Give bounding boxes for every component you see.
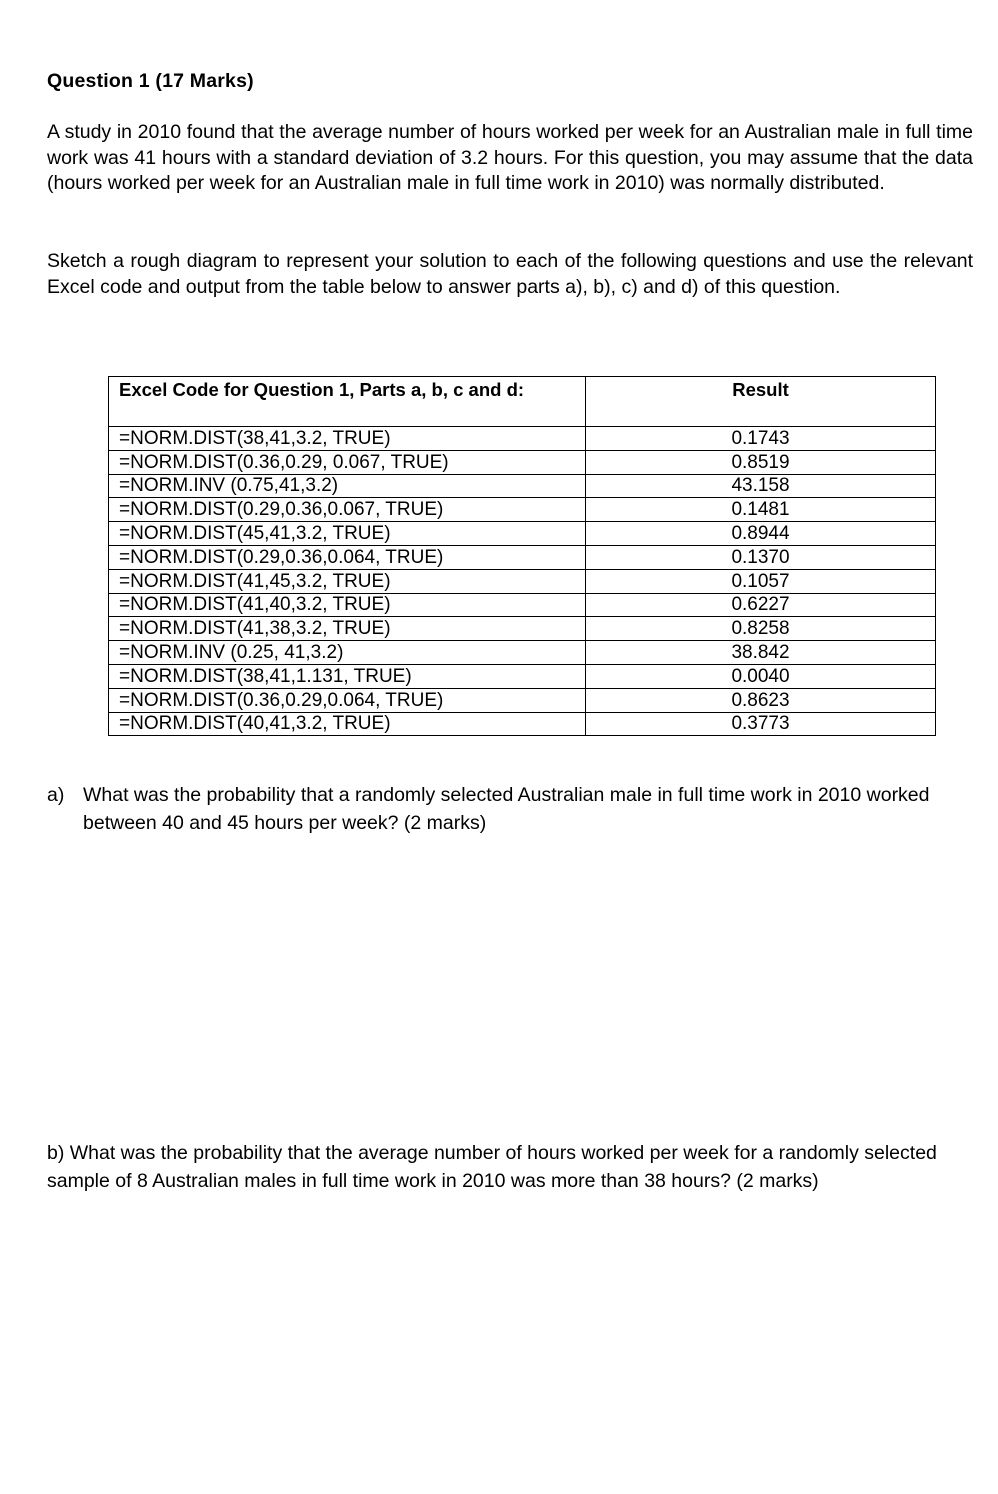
excel-code-cell: =NORM.DIST(0.29,0.36,0.064, TRUE): [109, 545, 586, 569]
result-cell: 0.6227: [586, 593, 936, 617]
result-cell: 43.158: [586, 474, 936, 498]
result-cell: 0.8519: [586, 450, 936, 474]
table-row: [109, 450, 936, 474]
table-row: [109, 545, 936, 569]
table-row: [109, 427, 936, 451]
excel-code-cell: =NORM.DIST(0.29,0.36,0.067, TRUE): [109, 498, 586, 522]
table-row: [109, 474, 936, 498]
excel-code-cell: =NORM.DIST(41,45,3.2, TRUE): [109, 569, 586, 593]
excel-code-cell: =NORM.DIST(41,38,3.2, TRUE): [109, 617, 586, 641]
table-row: [109, 617, 936, 641]
result-cell: 0.8623: [586, 688, 936, 712]
result-cell: 0.0040: [586, 664, 936, 688]
result-cell: 38.842: [586, 641, 936, 665]
table-row: [109, 498, 936, 522]
excel-code-cell: =NORM.DIST(41,40,3.2, TRUE): [109, 593, 586, 617]
header-excel-code: Excel Code for Question 1, Parts a, b, c and d:: [109, 377, 586, 427]
result-cell: 0.1481: [586, 498, 936, 522]
result-cell: 0.1057: [586, 569, 936, 593]
table-row: [109, 664, 936, 688]
table-row: [109, 569, 936, 593]
table-row: [109, 522, 936, 546]
excel-code-cell: =NORM.DIST(38,41,3.2, TRUE): [109, 427, 586, 451]
excel-code-cell: =NORM.DIST(40,41,3.2, TRUE): [109, 712, 586, 736]
excel-code-cell: =NORM.INV (0.75,41,3.2): [109, 474, 586, 498]
header-result: Result: [586, 377, 936, 427]
result-cell: 0.8944: [586, 522, 936, 546]
part-b-question: b) What was the probability that the average number of hours worked per week for a randomly selected sample of 8 Australian males in full time work in 2010 was more than 38 hours? (2 marks): [47, 1142, 937, 1192]
table-row: [109, 712, 936, 736]
result-cell: 0.1743: [586, 427, 936, 451]
table-row: [109, 641, 936, 665]
excel-code-cell: =NORM.DIST(0.36,0.29,0.064, TRUE): [109, 688, 586, 712]
excel-code-cell: =NORM.DIST(45,41,3.2, TRUE): [109, 522, 586, 546]
excel-code-table: [108, 376, 936, 736]
part-a-label: a): [47, 784, 65, 806]
part-a-text: What was the probability that a randomly selected Australian male in full time work in 2010 worked between 40 and 45 hours per week? (2 marks): [83, 784, 930, 834]
part-a-question: [47, 782, 977, 837]
question-title: Question 1 (17 Marks): [47, 70, 254, 92]
result-cell: 0.1370: [586, 545, 936, 569]
table-header-row: [109, 377, 936, 427]
instruction-paragraph: Sketch a rough diagram to represent your solution to each of the following questions and use the relevant Excel code and output from the table below to answer parts a), b), c) and d) of this question.: [47, 250, 973, 298]
excel-code-cell: =NORM.DIST(38,41,1.131, TRUE): [109, 664, 586, 688]
excel-code-cell: =NORM.DIST(0.36,0.29, 0.067, TRUE): [109, 450, 586, 474]
result-cell: 0.8258: [586, 617, 936, 641]
table-row: [109, 688, 936, 712]
result-cell: 0.3773: [586, 712, 936, 736]
intro-paragraph: A study in 2010 found that the average number of hours worked per week for an Australian male in full time work was 41 hours with a standard deviation of 3.2 hours. For this question, you may assume that the data (hours worked per week for an Australian male in full time work in 2010) was normally distributed.: [47, 121, 973, 195]
excel-code-cell: =NORM.INV (0.25, 41,3.2): [109, 641, 586, 665]
table-row: [109, 593, 936, 617]
